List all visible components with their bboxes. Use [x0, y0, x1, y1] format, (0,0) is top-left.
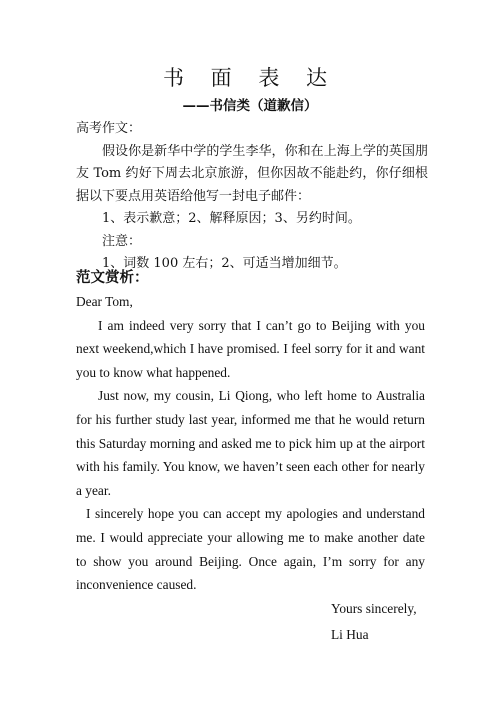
letter-closing: Yours sincerely,	[331, 601, 417, 616]
letter-paragraph-3: I sincerely hope you can accept my apologies and understand me. I would appreciate your allowing me to make another date to show you around Beijing. Once again, I’m sorry for any inconvenience caused.	[76, 506, 425, 593]
prompt-label: 高考作文：	[76, 121, 142, 136]
sample-heading: 范文赏析：	[76, 270, 149, 286]
document-title: 书 面 表 达	[162, 66, 338, 90]
letter-closing-block	[331, 596, 417, 648]
letter-signature: Li Hua	[331, 627, 369, 642]
letter-paragraph-1: I am indeed very sorry that I can’t go to Beijing with you next weekend,which I have promised. I feel sorry for it and want you to know what happened.	[76, 317, 425, 380]
sample-letter	[76, 290, 425, 597]
document-subtitle: ——书信类（道歉信）	[182, 98, 318, 114]
prompt-description: 假设你是新华中学的学生李华，你和在上海上学的英国朋友 Tom 约好下周去北京旅游，但你因故不能赴约，你仔细根据以下要点用英语给他写一封电子邮件：	[76, 143, 428, 204]
note-label: 注意：	[102, 233, 142, 249]
note-text: 1、词数 100 左右；2、可适当增加细节。	[102, 256, 347, 271]
letter-greeting: Dear Tom,	[76, 294, 133, 309]
letter-paragraph-2: Just now, my cousin, Li Qiong, who left home to Australia for his further study last year, informed me that he would return this Saturday morning and asked me to pick him up at the airport with his family. You know, we haven’t seen each other for nearly a year.	[76, 388, 425, 498]
prompt-points: 1、表示歉意；2、解释原因；3、另约时间。	[102, 211, 361, 226]
writing-prompt	[76, 118, 428, 276]
